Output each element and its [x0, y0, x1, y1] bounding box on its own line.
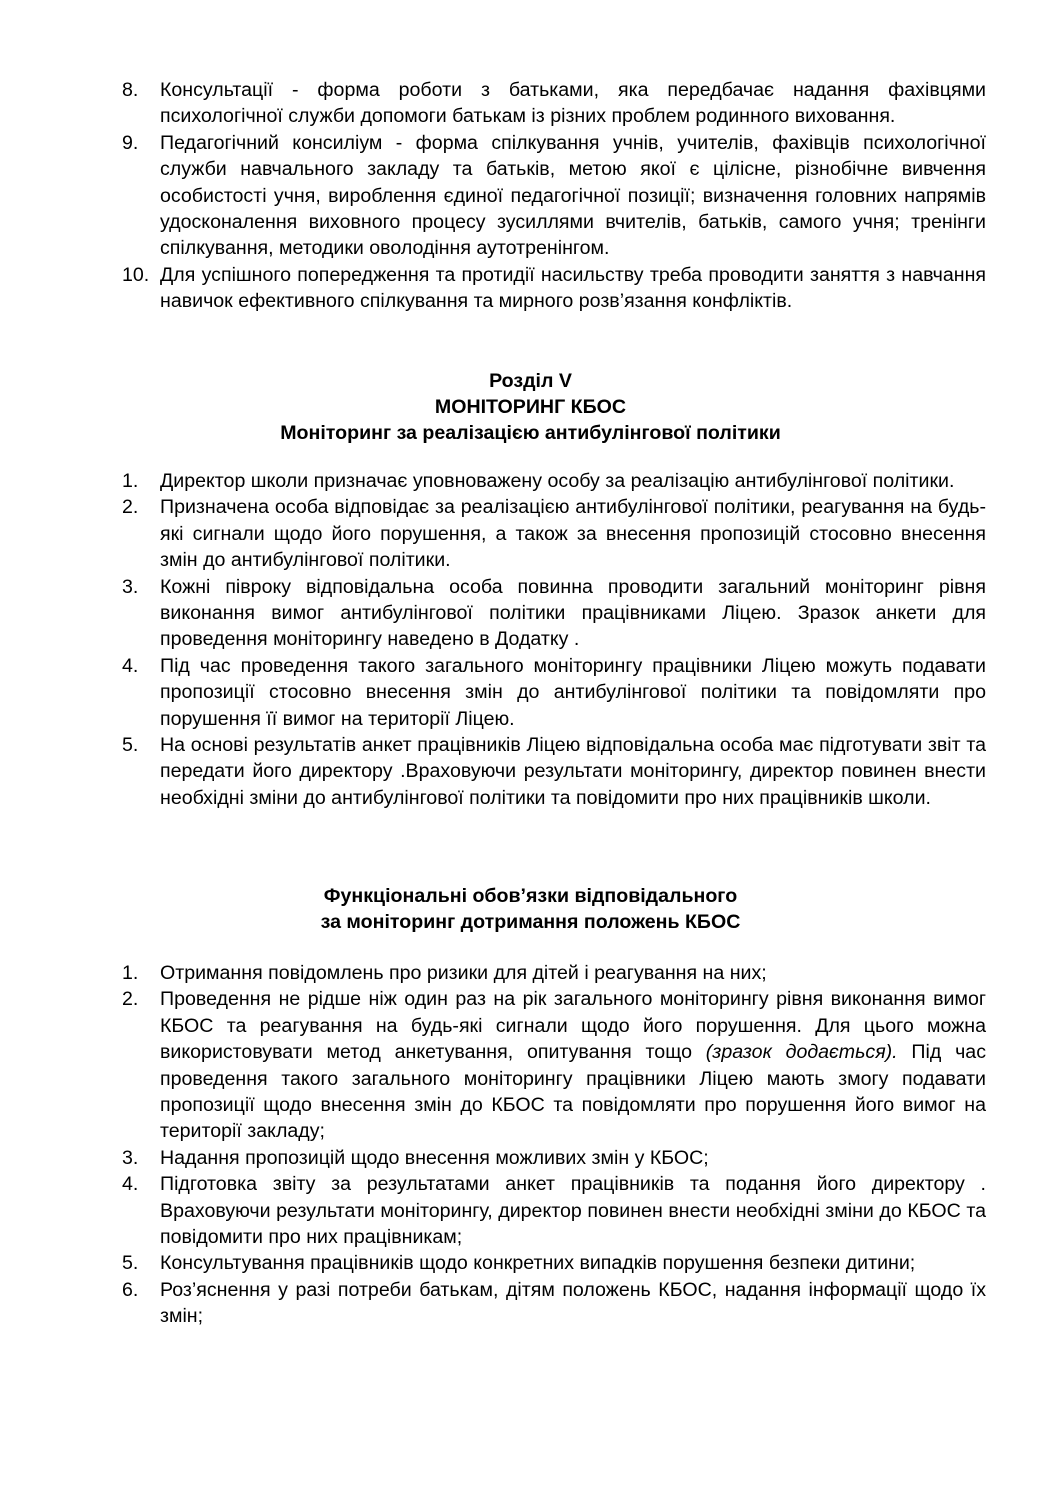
section-subtitle: Моніторинг за реалізацією антибулінгової політики [280, 422, 781, 444]
list-item-text-part: Проведення не рідше ніж один раз на рік загального моніторингу рівня виконання вимог КБОС та реагування на будь-які сигнали щодо його порушення. Для цього можна використовувати метод анкетування, опитування тощо [160, 988, 986, 1064]
list-item-number: 2. [122, 988, 139, 1011]
list-duties [122, 960, 986, 1330]
list-item-number: 9. [122, 131, 139, 154]
list-item-text: На основі результатів анкет працівників Ліцею відповідальна особа має підготувати звіт та передати його директору .Враховуючи результати моніторингу, директор повинен внести необхідні зміни до антибулінгової політики та повідомити про них працівників школи. [160, 734, 986, 809]
list-item [122, 77, 986, 130]
list-item-text: Під час проведення такого загального моніторингу працівники Ліцею можуть подавати пропозиції стосовно внесення змін до антибулінгової політики та повідомляти про порушення її вимог на території Ліцею. [160, 654, 986, 730]
list-item-text: Роз’яснення у разі потреби батькам, дітям положень КБОС, надання інформації щодо їх змін; [160, 1278, 986, 1328]
list-item-number: 5. [122, 1252, 139, 1275]
list-item-text: Підготовка звіту за результатами анкет працівників та подання його директору . Враховуючи результати моніторингу, директор повинен внести необхідні зміни до КБОС та повідомити про них працівникам; [160, 1173, 986, 1249]
list-item-number: 3. [122, 1146, 139, 1169]
list-item-text: Надання пропозицій щодо внесення можливих змін у КБОС; [160, 1146, 709, 1169]
list-item [122, 986, 986, 1144]
list-item-number: 1. [122, 470, 139, 492]
list-item [122, 732, 986, 811]
list-item [122, 1250, 986, 1276]
list-item [122, 574, 986, 653]
list-item-number: 1. [122, 962, 139, 984]
list-item-text: Директор школи призначає уповноважену особу за реалізацію антибулінгової політики. [160, 470, 955, 492]
list-item [122, 1171, 986, 1250]
list-item [122, 468, 986, 494]
list-item-text [160, 986, 986, 1144]
duties-heading-line: Функціональні обов’язки відповідального [323, 885, 738, 907]
list-item-number: 3. [122, 575, 139, 598]
list-item [122, 494, 986, 573]
list-item [122, 653, 986, 732]
list-item [122, 262, 986, 315]
list-item-text: Консультації - форма роботи з батьками, яка передбачає надання фахівцями психологічної служби допомоги батькам із різних проблем родинного виховання. [160, 79, 986, 128]
section-heading [0, 368, 1061, 446]
list-item-text: Консультування працівників щодо конкретних випадків порушення безпеки дитини; [160, 1252, 916, 1275]
duties-heading [0, 883, 1061, 935]
list-item-number: 2. [122, 496, 139, 519]
list-item [122, 1145, 986, 1171]
list-item-text: Отримання повідомлень про ризики для дітей і реагування на них; [160, 962, 767, 984]
list-item [122, 1277, 986, 1330]
list-item-text-part: Під час проведення такого загального моніторингу працівники Ліцею мають змогу подавати пропозиції щодо внесення змін до КБОС та повідомляти про порушення його вимог на території закладу; [160, 1041, 986, 1143]
list-monitoring [122, 468, 986, 811]
list-item-number: 6. [122, 1278, 139, 1301]
list-item [122, 130, 986, 262]
list-item-number: 4. [122, 654, 139, 677]
list-item-text: Педагогічний консиліум - форма спілкування учнів, учителів, фахівців психологічної служби навчального закладу та батьків, метою якої є цілісне, різнобічне вивчення особистості учня, вироблення єдиної педагогічної позиції; визначення головних напрямів удосконалення виховного процесу зусиллями вчителів, батьків, самого учня; тренінги спілкування, методики оволодіння аутотренінгом. [160, 131, 986, 260]
list-item-text: Для успішного попередження та протидії насильству треба проводити заняття з навчання навичок ефективного спілкування та мирного розв’язання конфліктів. [160, 263, 986, 313]
list-item-number: 10. [122, 263, 150, 286]
list-item-number: 4. [122, 1173, 139, 1196]
list-item-number: 8. [122, 79, 139, 101]
list-item-number: 5. [122, 734, 139, 757]
section-title: МОНІТОРИНГ КБОС [434, 396, 627, 418]
duties-heading-line: за моніторинг дотримання положень КБОС [320, 911, 741, 933]
list-item [122, 960, 986, 986]
list-psychological-forms [122, 77, 986, 315]
section-number: Розділ V [489, 370, 572, 392]
list-item-text: Призначена особа відповідає за реалізацією антибулінгової політики, реагування на будь-які сигнали щодо його порушення, а також за внесення пропозицій стосовно внесення змін до антибулінгової політики. [160, 496, 986, 572]
list-item-text: Кожні півроку відповідальна особа повинна проводити загальний моніторинг рівня виконання вимог антибулінгової політики працівниками Ліцею. Зразок анкети для проведення моніторингу наведено в Додатку . [160, 575, 986, 651]
list-item-text-italic: (зразок додається). [705, 1041, 898, 1064]
